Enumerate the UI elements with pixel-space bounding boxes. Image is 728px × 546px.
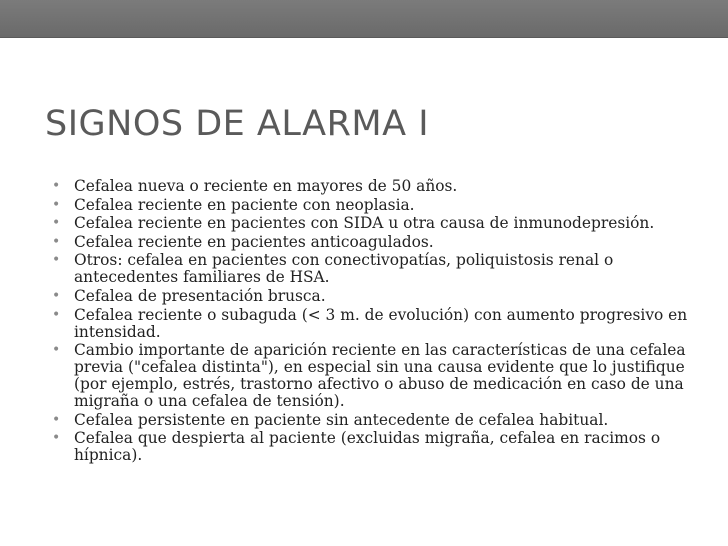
bullet-text: Cefalea nueva o reciente en mayores de 50 años. [74,177,458,195]
bullet-icon: • [52,178,61,194]
bullet-item [52,178,712,195]
bullet-icon: • [52,287,61,304]
bullet-text: Cefalea reciente en paciente con neoplasia. [74,195,415,214]
bullet-icon: • [52,215,61,232]
bullet-icon: • [52,306,61,323]
bullet-icon: • [52,430,61,447]
bullet-item [52,215,712,232]
bullet-item [52,197,712,214]
top-decorative-band [0,0,728,38]
bullet-icon: • [52,233,61,250]
bullet-item [52,342,712,410]
bullet-text: Cefalea que despierta al paciente (excluidas migraña, cefalea en racimos o hípnica). [74,429,661,465]
bullet-item [52,234,712,251]
bullet-item [52,252,712,286]
bullet-icon: • [52,411,61,428]
bullet-icon: • [52,196,61,213]
bullet-text: Cefalea persistente en paciente sin antecedente de cefalea habitual. [74,410,609,429]
bullet-text: Cambio importante de aparición reciente en las características de una cefalea previa ("cefalea distinta"), en especial sin una causa evidente que lo justifique (por ejemplo, estrés, trastorno afectivo o abuso de medicación en caso de una migraña o una cefalea de tensión). [74,341,686,411]
bullet-item [52,307,712,341]
bullet-item [52,412,712,429]
bullet-list [52,178,712,466]
bullet-icon: • [52,342,61,359]
bullet-text: Cefalea reciente en pacientes con SIDA u otra causa de inmunodepresión. [74,214,655,233]
slide-title: SIGNOS DE ALARMA I [45,104,430,144]
bullet-item [52,288,712,305]
bullet-item [52,430,712,464]
bullet-text: Cefalea reciente o subaguda (< 3 m. de evolución) con aumento progresivo en intensidad. [74,305,688,341]
bullet-text: Cefalea reciente en pacientes anticoagulados. [74,232,434,251]
bullet-text: Otros: cefalea en pacientes con conectivopatías, poliquistosis renal o antecedentes familiares de HSA. [74,251,614,287]
bullet-text: Cefalea de presentación brusca. [74,286,326,305]
bullet-icon: • [52,252,61,269]
